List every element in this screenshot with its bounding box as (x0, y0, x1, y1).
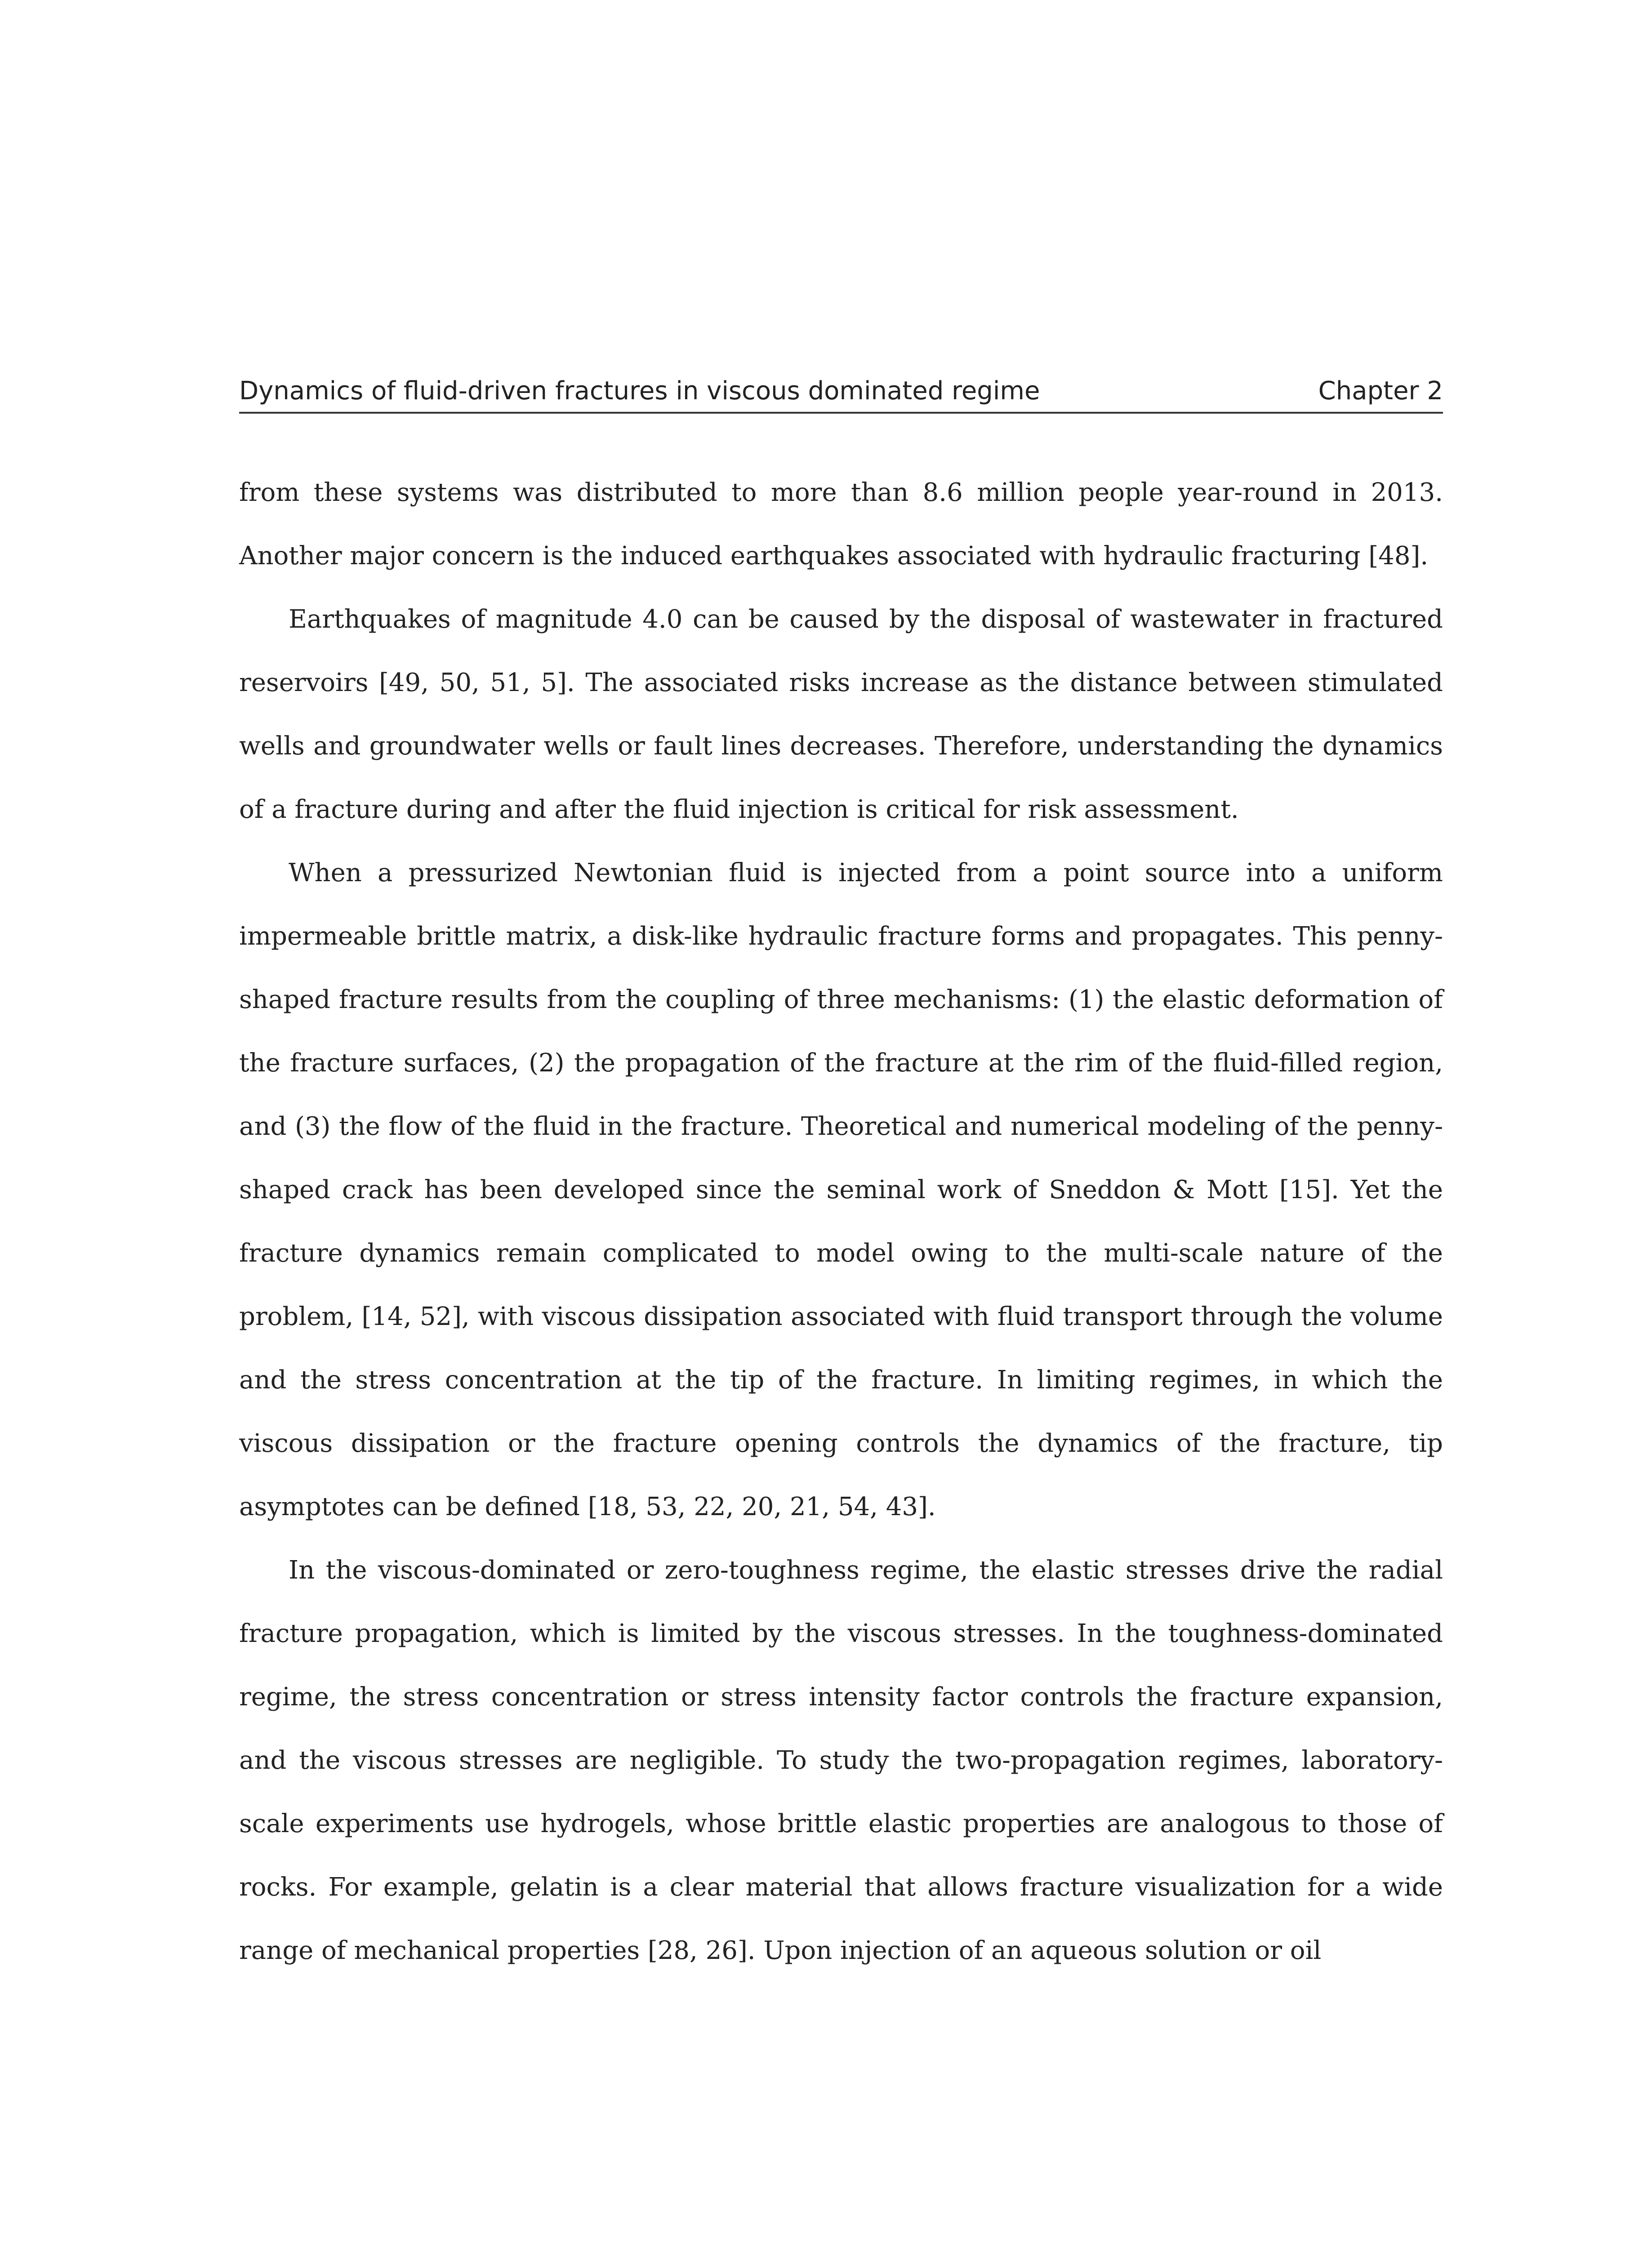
body-text (239, 461, 1443, 1982)
header-chapter: Chapter 2 (1318, 376, 1443, 406)
header-title: Dynamics of fluid-driven fractures in viscous dominated regime (239, 376, 1040, 406)
paragraph-2: Earthquakes of magnitude 4.0 can be caused by the disposal of wastewater in fractured reservoirs [49, 50, 51, 5]. The associated risks increase as the distance between stimulated wells and groundwater wells or fault lines decreases. Therefore, understanding the dynamics of a fracture during and after the fluid injection is critical for risk assessment. (239, 605, 1443, 824)
running-header (239, 375, 1443, 414)
paragraph-1: from these systems was distributed to more than 8.6 million people year-round in 2013. Another major concern is the induced earthquakes associated with hydraulic fracturing [48]. (239, 478, 1443, 571)
paragraph-4: In the viscous-dominated or zero-toughness regime, the elastic stresses drive the radial fracture propagation, which is limited by the viscous stresses. In the toughness-dominated regime, the stress concentration or stress intensity factor controls the fracture expansion, and the viscous stresses are negligible. To study the two-propagation regimes, laboratory-scale experiments use hydrogels, whose brittle elastic properties are analogous to those of rocks. For example, gelatin is a clear material that allows fracture visualization for a wide range of mechanical properties [28, 26]. Upon injection of an aqueous solution or oil (239, 1556, 1443, 1965)
paragraph-3: When a pressurized Newtonian fluid is injected from a point source into a uniform impermeable brittle matrix, a disk-like hydraulic fracture forms and propagates. This penny-shaped fracture results from the coupling of three mechanisms: (1) the elastic deformation of the fracture surfaces, (2) the propagation of the fracture at the rim of the fluid-filled region, and (3) the flow of the fluid in the fracture. Theoretical and numerical modeling of the penny-shaped crack has been developed since the seminal work of Sneddon & Mott [15]. Yet the fracture dynamics remain complicated to model owing to the multi-scale nature of the problem, [14, 52], with viscous dissipation associated with fluid transport through the volume and the stress concentration at the tip of the fracture. In limiting regimes, in which the viscous dissipation or the fracture opening controls the dynamics of the fracture, tip asymptotes can be defined [18, 53, 22, 20, 21, 54, 43]. (239, 858, 1443, 1521)
